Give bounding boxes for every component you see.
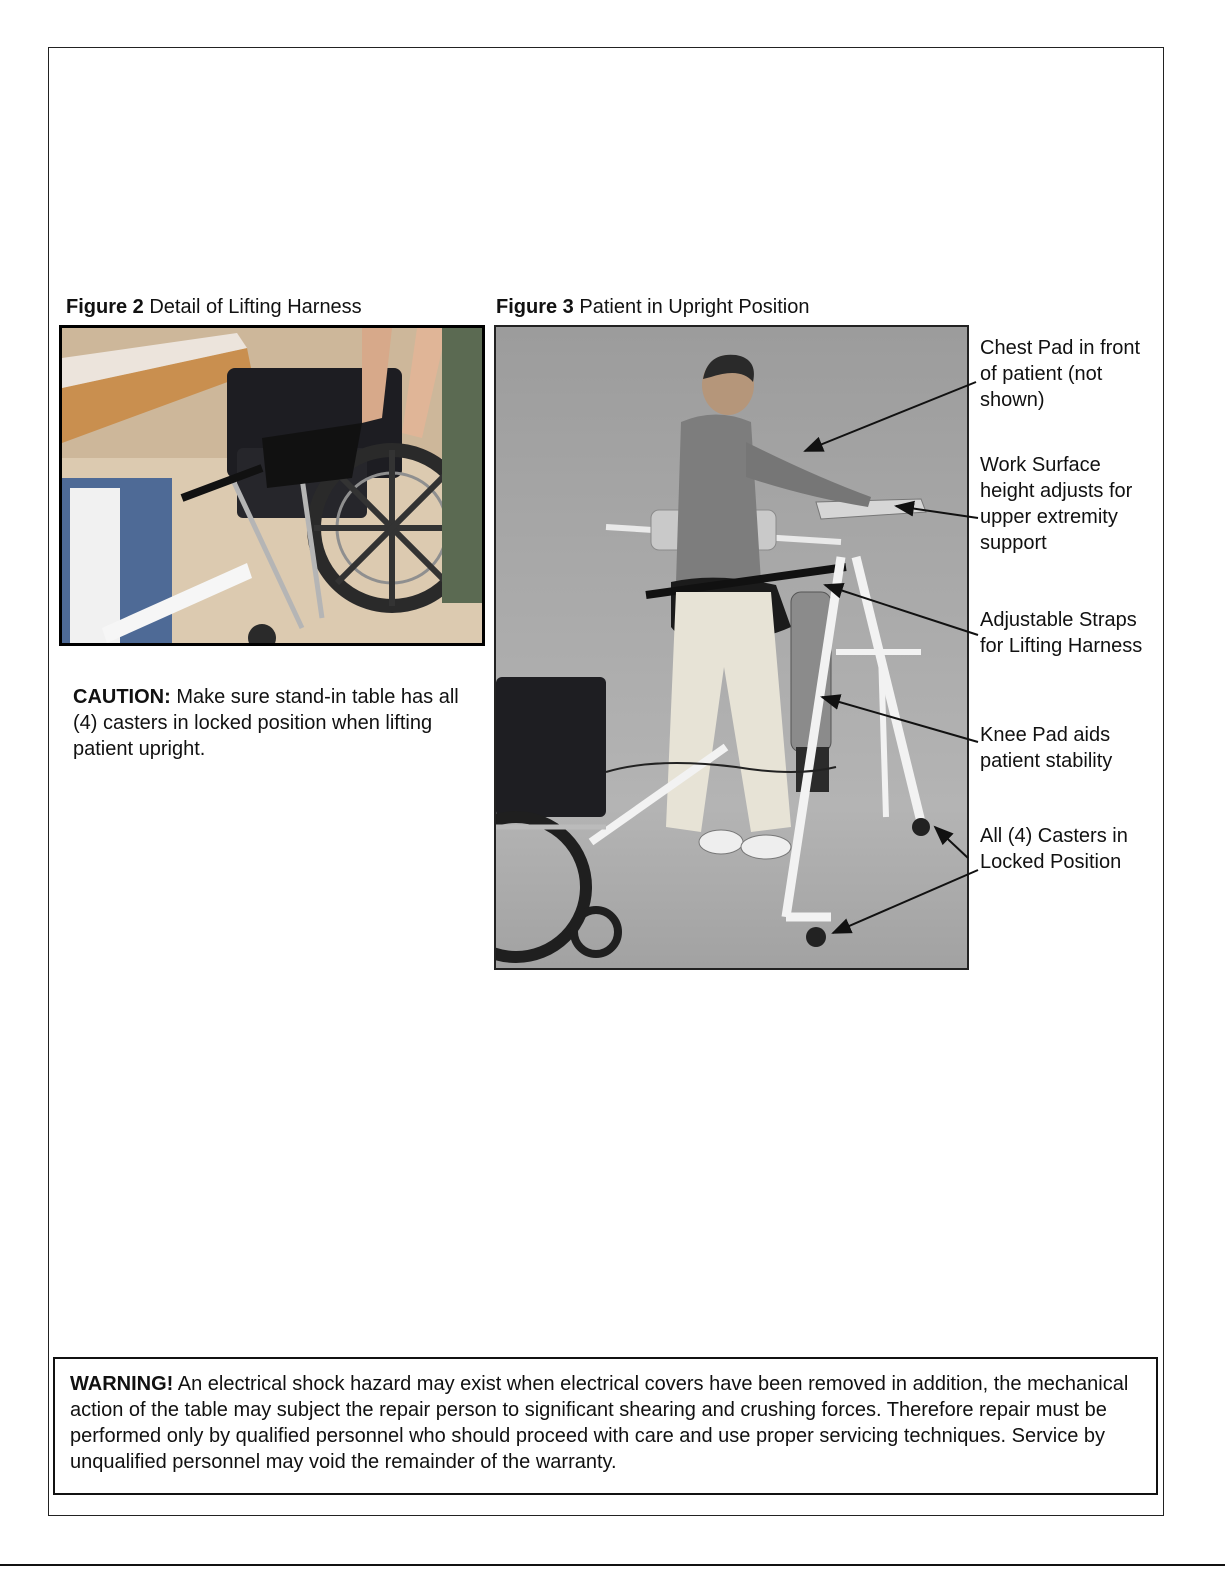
caution-note bbox=[73, 684, 473, 762]
warning-label: WARNING! bbox=[70, 1373, 174, 1395]
figure-3-caption bbox=[496, 296, 810, 319]
warning-text: An electrical shock hazard may exist when electrical covers have been removed in addition, the mechanical action of the table may subject the repair person to significant shearing and crushing forces. Therefore repair must be performed only by qualified personnel who should proceed with care and use proper servicing techniques. Service by unqualified personnel may void the remainder of the warranty. bbox=[70, 1373, 1129, 1473]
callout-adjustable-straps: Adjustable Straps for Lifting Harness bbox=[980, 609, 1143, 657]
figure-3-photo bbox=[494, 325, 969, 970]
callout-casters: All (4) Casters in Locked Position bbox=[980, 825, 1128, 873]
callout-chest-pad: Chest Pad in front of patient (not shown) bbox=[980, 337, 1141, 411]
figure-2-title: Detail of Lifting Harness bbox=[149, 296, 362, 318]
callout-knee-pad: Knee Pad aids patient stability bbox=[980, 724, 1113, 772]
caution-label: CAUTION: bbox=[73, 686, 171, 708]
figure-3-label: Figure 3 bbox=[496, 296, 574, 318]
warning-box bbox=[53, 1357, 1158, 1495]
callout-work-surface: Work Surface height adjusts for upper extremity support bbox=[980, 454, 1133, 554]
figure-2-caption bbox=[66, 296, 362, 319]
bottom-rule bbox=[0, 1564, 1225, 1566]
figure-2-photo bbox=[59, 325, 485, 646]
caution-text: Make sure stand-in table has all (4) casters in locked position when lifting patient upright. bbox=[73, 686, 459, 760]
lifting-harness-photo bbox=[62, 328, 482, 643]
figure-2-label: Figure 2 bbox=[66, 296, 144, 318]
figure-3-title: Patient in Upright Position bbox=[579, 296, 810, 318]
patient-upright-photo bbox=[496, 327, 967, 968]
